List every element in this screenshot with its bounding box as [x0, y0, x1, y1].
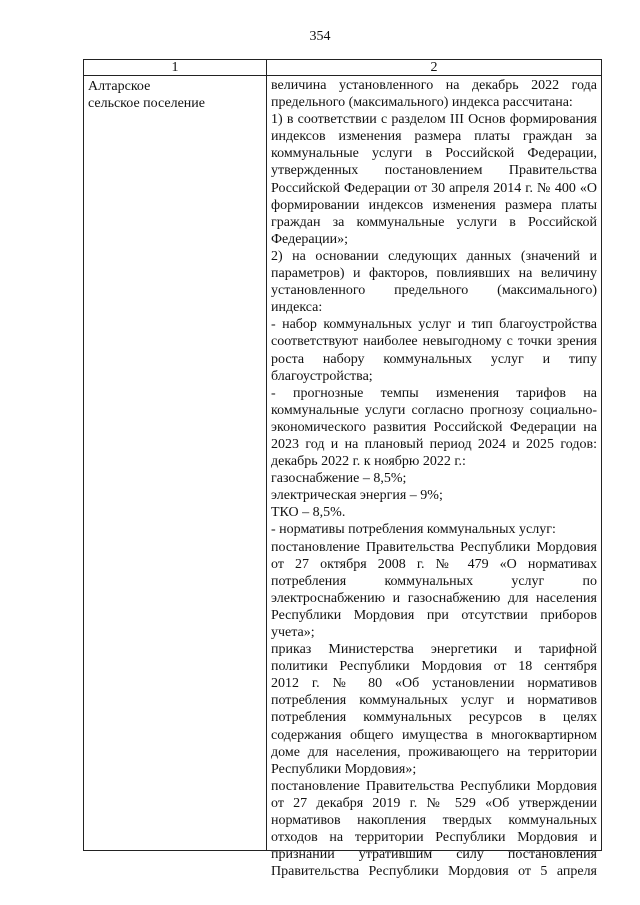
text-line: доме для населения, проживающего на территории: [271, 744, 597, 760]
text-line: от 27 декабря 2019 г. № 529 «Об утверждении: [271, 795, 597, 811]
text-line: индексов изменения размера платы граждан за: [271, 129, 597, 145]
text-line: коммунальные услуги в Российской Федерации,: [271, 146, 597, 162]
text-line: от 27 октября 2008 г. № 479 «О нормативах: [271, 556, 597, 572]
text-line: - набор коммунальных услуг и тип благоустройства: [271, 317, 597, 333]
text-line: экономического развития Российской Федерации на: [271, 419, 597, 435]
settlement-name-line-1: Алтарское: [88, 79, 151, 94]
text-line: Республики Мордовия при отсутствии приборов: [271, 607, 597, 623]
text-line: 2023 год и на плановый период 2024 и 2025 годов:: [271, 436, 597, 452]
text-line: соответствуют наиболее невыгодному с точки зрения: [271, 334, 597, 350]
description-cell: [267, 76, 602, 880]
text-line: формировании индексов изменения размера платы: [271, 197, 597, 213]
text-line: потребления коммунальных ресурсов в целях: [271, 710, 597, 726]
page-number: 354: [309, 29, 331, 44]
text-line: величина установленного на декабрь 2022 года: [271, 78, 597, 93]
text-line: Российской Федерации от 30 апреля 2014 г. № 400 «О: [271, 180, 597, 196]
text-line: Республики Мордовия»;: [271, 761, 417, 777]
description-text: [271, 77, 597, 880]
text-line: роста набору коммунальных услуг и типу: [271, 351, 597, 367]
text-line: 2) на основании следующих данных (значений и: [271, 248, 597, 264]
text-line: 1) в соответствии с разделом III Основ формирования: [271, 112, 597, 128]
column-header-1: 1: [84, 60, 267, 76]
text-line: - прогнозные темпы изменения тарифов на: [271, 385, 597, 401]
text-line: Федерации»;: [271, 231, 349, 247]
text-line: содержания общего имущества в многоквартирном: [271, 727, 597, 743]
text-line: предельного (максимального) индекса рассчитана:: [271, 95, 573, 111]
text-line: потребления коммунальных услуг по: [271, 573, 597, 589]
text-line: ТКО – 8,5%.: [271, 505, 346, 521]
text-line: нормативов накопления твердых коммунальных: [271, 813, 597, 829]
text-line: электрическая энергия – 9%;: [271, 488, 443, 504]
text-line: утвержденных постановлением Правительства: [271, 163, 597, 179]
text-line: постановление Правительства Республики Мордовия: [271, 778, 597, 794]
text-line: индекса:: [271, 300, 323, 316]
text-line: электроснабжению и газоснабжению для населения: [271, 590, 597, 606]
text-line: газоснабжение – 8,5%;: [271, 471, 407, 487]
settlement-name-cell: [84, 76, 267, 851]
text-line: постановление Правительства Республики Мордовия: [271, 539, 597, 555]
column-header-2: 2: [267, 60, 602, 76]
text-line: - нормативы потребления коммунальных услуг:: [271, 522, 556, 538]
text-line: приказ Министерства энергетики и тарифной: [271, 642, 597, 658]
text-line: потребления коммунальных услуг и нормативов: [271, 693, 597, 709]
text-line: декабрь 2022 г. к ноябрю 2022 г.:: [271, 454, 466, 470]
text-line: Правительства Республики Мордовия от 5 апреля: [271, 864, 597, 880]
table-header-row: [84, 60, 602, 76]
settlement-name-line-2: сельское поселение: [88, 96, 205, 111]
text-line: коммунальные услуги согласно прогнозу социально-: [271, 402, 597, 418]
text-line: отходов на территории Республики Мордовия и: [271, 830, 597, 846]
text-line: признании утратившим силу постановления: [271, 847, 597, 863]
text-line: параметров) и факторов, повлиявших на величину: [271, 266, 597, 282]
document-table: [83, 59, 602, 880]
text-line: политики Республики Мордовия от 18 сентября: [271, 659, 597, 675]
text-line: граждан за коммунальные услуги в Российской: [271, 214, 597, 230]
table-row: [84, 76, 602, 851]
text-line: 2012 г. № 80 «Об установлении нормативов: [271, 676, 597, 692]
text-line: установленного предельного (максимального): [271, 283, 597, 299]
text-line: благоустройства;: [271, 368, 373, 384]
text-line: учета»;: [271, 625, 315, 640]
